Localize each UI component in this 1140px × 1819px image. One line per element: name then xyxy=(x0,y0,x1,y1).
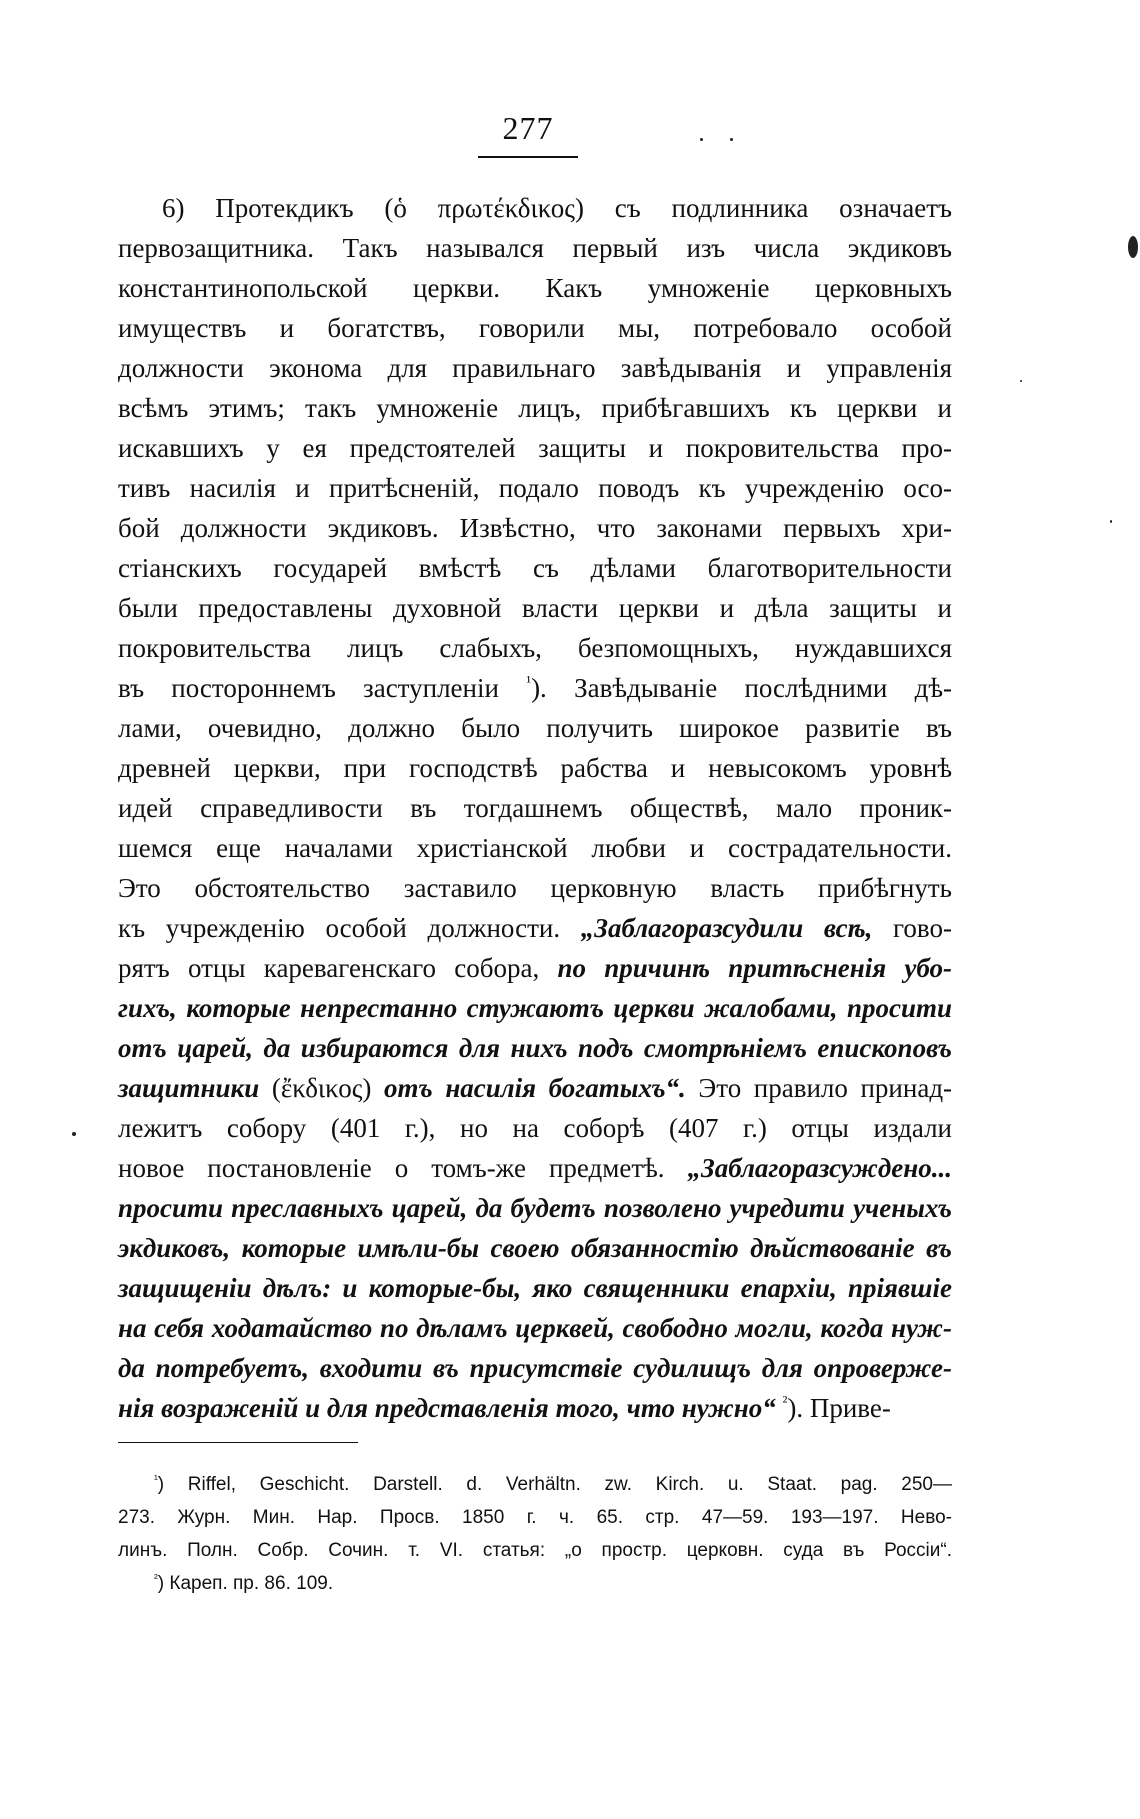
text-fragment: новое постановленіе о томъ-же предметѣ. xyxy=(118,1153,665,1183)
text-line: гихъ, которые непрестанно стужаютъ церкви жалобами, просити xyxy=(118,993,952,1023)
text-line: да потребуетъ, входити въ присутствіе судилищъ для опроверже- xyxy=(118,1353,952,1383)
text-line: должности эконома для правильнаго завѣдыванія и управленія xyxy=(118,353,952,383)
text-fragment: ). Приве- xyxy=(787,1393,891,1423)
text-line: были предоставлены духовной власти церкви и дѣла защиты и xyxy=(118,593,952,623)
text-line: тивъ насилія и притѣсненій, подало поводъ къ учрежденію осо- xyxy=(118,473,952,503)
footnote-line xyxy=(118,1567,952,1600)
text-line: покровительства лицъ слабыхъ, безпомощныхъ, нуждавшихся xyxy=(118,633,952,663)
footnote-text: ) Кареп. пр. 86. 109. xyxy=(157,1573,334,1594)
scan-speck xyxy=(700,138,703,141)
italic-fragment: отъ насилія богатыхъ“. xyxy=(384,1073,686,1103)
footnote-line xyxy=(118,1468,952,1501)
text-fragment: въ постороннемъ заступленіи xyxy=(118,673,499,703)
text-line: лами, очевидно, должно было получить широкое развитіе въ xyxy=(118,713,952,743)
text-line: шемся еще началами христіанской любви и сострадательности. xyxy=(118,833,952,863)
scan-speck xyxy=(730,138,733,141)
footnote-marker: ¹ xyxy=(154,1473,158,1486)
text-fragment: гово- xyxy=(893,913,952,943)
text-line: имуществъ и богатствъ, говорили мы, потребовало особой xyxy=(118,313,952,343)
main-text xyxy=(118,188,952,1428)
text-line: защищеніи дѣлъ: и которые-бы, яко священники епархіи, пріявшіе xyxy=(118,1273,952,1303)
italic-fragment: „Заблагоразсудили всѣ, xyxy=(580,913,873,943)
italic-fragment: нія возраженій и для представленія того, что нужно“ xyxy=(118,1393,776,1423)
text-line: всѣмъ этимъ; такъ умноженіе лицъ, прибѣгавшихъ къ церкви и xyxy=(118,393,952,423)
text-line: на себя ходатайство по дѣламъ церквей, свободно могли, когда нуж- xyxy=(118,1313,952,1343)
italic-fragment: защитники xyxy=(118,1073,260,1103)
text-line xyxy=(118,948,952,988)
text-line: Это обстоятельство заставило церковную власть прибѣгнуть xyxy=(118,873,952,903)
page-number-rule xyxy=(478,156,578,158)
footnote-marker: ² xyxy=(154,1572,158,1585)
text-line xyxy=(118,668,952,708)
text-line: древней церкви, при господствѣ рабства и невысокомъ уровнѣ xyxy=(118,753,952,783)
text-line: первозащитника. Такъ назывался первый изъ числа экдиковъ xyxy=(118,233,952,263)
text-fragment: ). Завѣдываніе послѣдними дѣ- xyxy=(531,673,952,703)
scan-speck xyxy=(1128,236,1138,258)
text-line: просити преславныхъ царей, да будетъ позволено учредити ученыхъ xyxy=(118,1193,952,1223)
text-line: константинопольской церкви. Какъ умноженіе церковныхъ xyxy=(118,273,952,303)
text-line: бой должности экдиковъ. Извѣстно, что законами первыхъ хри- xyxy=(118,513,952,543)
text-line: экдиковъ, которые имѣли-бы своею обязанностію дѣйствованіе въ xyxy=(118,1233,952,1263)
text-line: искавшихъ у ея предстоятелей защиты и покровительства про- xyxy=(118,433,952,463)
italic-fragment: по причинѣ притѣсненія убо- xyxy=(557,953,953,983)
text-line: стіанскихъ государей вмѣстѣ съ дѣлами благотворительности xyxy=(118,553,952,583)
footnote-ref: ² xyxy=(782,1393,788,1411)
text-line xyxy=(118,1148,952,1188)
italic-fragment: „Заблагоразсуждено... xyxy=(687,1153,953,1183)
scan-speck xyxy=(1110,520,1112,523)
footnote-ref: ¹ xyxy=(526,673,532,691)
text-line xyxy=(118,908,952,948)
scan-speck xyxy=(1020,380,1022,382)
footnote-line: 273. Журн. Мин. Нар. Просв. 1850 г. ч. 65. стр. 47—59. 193—197. Нево- xyxy=(118,1507,952,1528)
scan-speck xyxy=(72,1132,76,1136)
text-line xyxy=(118,1388,952,1428)
text-fragment: Это правило принад- xyxy=(698,1073,953,1103)
footnote-text: ) Riffel, Geschicht. Darstell. d. Verhältn. zw. Kirch. u. Staat. pag. 250— xyxy=(157,1474,952,1495)
text-line: идей справедливости въ тогдашнемъ обществѣ, мало проник- xyxy=(118,793,952,823)
text-line: 6) Протекдикъ (ὁ πρωτέκδικος) съ подлинника означаетъ xyxy=(162,193,952,223)
footnote-rule xyxy=(118,1442,358,1443)
text-line: отъ царей, да избираются для нихъ подъ смотрѣніемъ епископовъ xyxy=(118,1033,952,1063)
footnotes xyxy=(118,1468,952,1600)
footnote-line: линъ. Полн. Собр. Сочин. т. VI. статья: „о простр. церковн. суда въ Россіи“. xyxy=(118,1540,952,1561)
text-line xyxy=(118,1068,952,1108)
text-fragment: къ учрежденію особой должности. xyxy=(118,913,561,943)
text-fragment: рятъ отцы каревагенскаго собора, xyxy=(118,953,540,983)
page-number: 277 xyxy=(502,110,554,146)
text-fragment: (ἔκδικος) xyxy=(271,1073,372,1103)
text-line: лежитъ собору (401 г.), но на соборѣ (407 г.) отцы издали xyxy=(118,1113,952,1143)
